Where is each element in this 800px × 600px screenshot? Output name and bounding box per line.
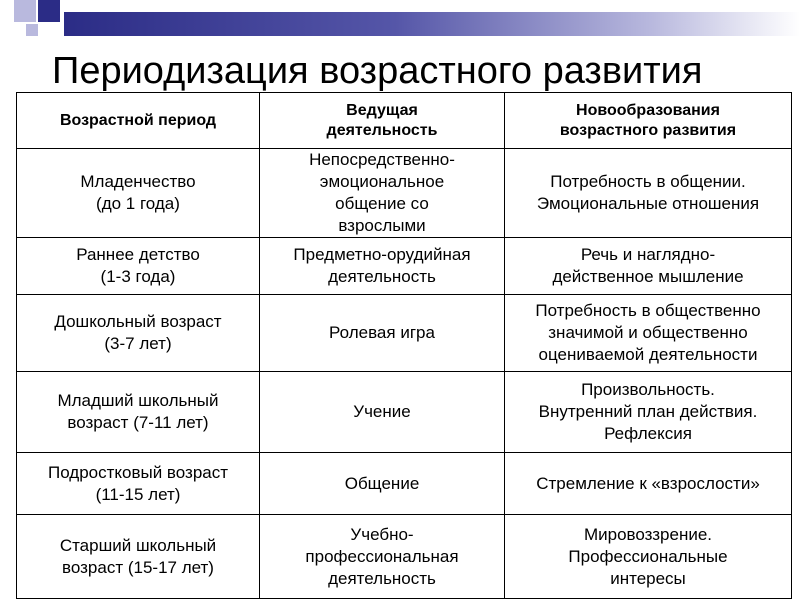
cell-line: Учение xyxy=(353,402,411,421)
cell-line: Учебно- xyxy=(350,524,414,544)
cell-line: Предметно-орудийная xyxy=(293,245,471,264)
header-decoration xyxy=(0,0,800,36)
table-row xyxy=(17,295,792,372)
cell-line: Внутренний план действия. xyxy=(538,402,758,421)
cell-line: возраст (15-17 лет) xyxy=(62,557,214,577)
cell-neoformation xyxy=(505,372,792,453)
cell-activity xyxy=(260,453,505,515)
cell-period xyxy=(17,372,260,453)
cell-line: Эмоциональные отношения xyxy=(536,194,760,213)
cell-period xyxy=(17,453,260,515)
age-periods-table xyxy=(16,92,792,599)
cell-line: Раннее детство xyxy=(76,245,200,264)
cell-line: Стремление к «взрослости» xyxy=(536,473,760,493)
cell-line: (1-3 года) xyxy=(100,267,176,286)
table-header-row xyxy=(17,93,792,149)
cell-line: Непосредственно- xyxy=(309,150,455,169)
cell-line: (11-15 лет) xyxy=(95,484,181,504)
header-cell-neoformation xyxy=(505,93,792,149)
cell-neoformation xyxy=(505,149,792,238)
header-gradient-bar xyxy=(64,12,800,36)
cell-line: Младший школьный xyxy=(57,391,219,410)
cell-neoformation xyxy=(505,453,792,515)
header-neoformation-label: Новообразования возрастного развития xyxy=(559,101,737,139)
cell-period xyxy=(17,149,260,238)
cell-line: Общение xyxy=(344,473,420,493)
cell-activity xyxy=(260,238,505,295)
cell-neoformation xyxy=(505,295,792,372)
table-row xyxy=(17,453,792,515)
cell-line: общение со xyxy=(335,194,429,213)
header-cell-activity xyxy=(260,93,505,149)
cell-line: Младенчество xyxy=(80,172,196,191)
cell-period xyxy=(17,238,260,295)
cell-line: Подростковый возраст xyxy=(47,462,229,482)
cell-line: оцениваемой деятельности xyxy=(538,345,758,364)
cell-neoformation xyxy=(505,515,792,599)
cell-neoformation xyxy=(505,238,792,295)
cell-line: действенное мышление xyxy=(552,267,744,286)
table-row xyxy=(17,238,792,295)
cell-activity xyxy=(260,372,505,453)
cell-activity xyxy=(260,515,505,599)
cell-line: взрослыми xyxy=(338,216,426,235)
cell-activity xyxy=(260,295,505,372)
decor-square xyxy=(14,0,36,22)
header-cell-period: Возрастной период xyxy=(17,93,260,149)
cell-line: Потребность в общении. xyxy=(550,172,746,191)
header-activity-label: Ведущая деятельность xyxy=(326,101,438,139)
cell-line: эмоциональное xyxy=(319,172,445,191)
cell-activity xyxy=(260,149,505,238)
table-row xyxy=(17,372,792,453)
cell-line: Ролевая игра xyxy=(329,323,435,342)
cell-line: Потребность в общественно xyxy=(535,301,761,320)
decor-square xyxy=(38,0,60,22)
page-title: Периодизация возрастного развития xyxy=(52,50,703,92)
cell-line: деятельность xyxy=(328,568,436,588)
cell-line: значимой и общественно xyxy=(548,323,748,342)
cell-line: (до 1 года) xyxy=(96,194,180,213)
cell-line: Рефлексия xyxy=(604,424,692,443)
cell-line: Речь и наглядно- xyxy=(580,245,716,264)
cell-line: деятельность xyxy=(328,267,436,286)
table-row xyxy=(17,149,792,238)
decor-square xyxy=(26,24,38,36)
cell-line: возраст (7-11 лет) xyxy=(67,413,209,432)
cell-line: Профессиональные xyxy=(568,546,728,566)
cell-line: Мировоззрение. xyxy=(583,524,713,544)
cell-line: Дошкольный возраст xyxy=(54,312,222,331)
cell-line: Старший школьный xyxy=(59,535,217,555)
cell-line: профессиональная xyxy=(305,546,459,566)
table-row xyxy=(17,515,792,599)
cell-period xyxy=(17,295,260,372)
cell-line: Произвольность. xyxy=(581,380,715,399)
cell-line: (3-7 лет) xyxy=(104,334,172,353)
cell-line: интересы xyxy=(610,568,686,588)
cell-period xyxy=(17,515,260,599)
